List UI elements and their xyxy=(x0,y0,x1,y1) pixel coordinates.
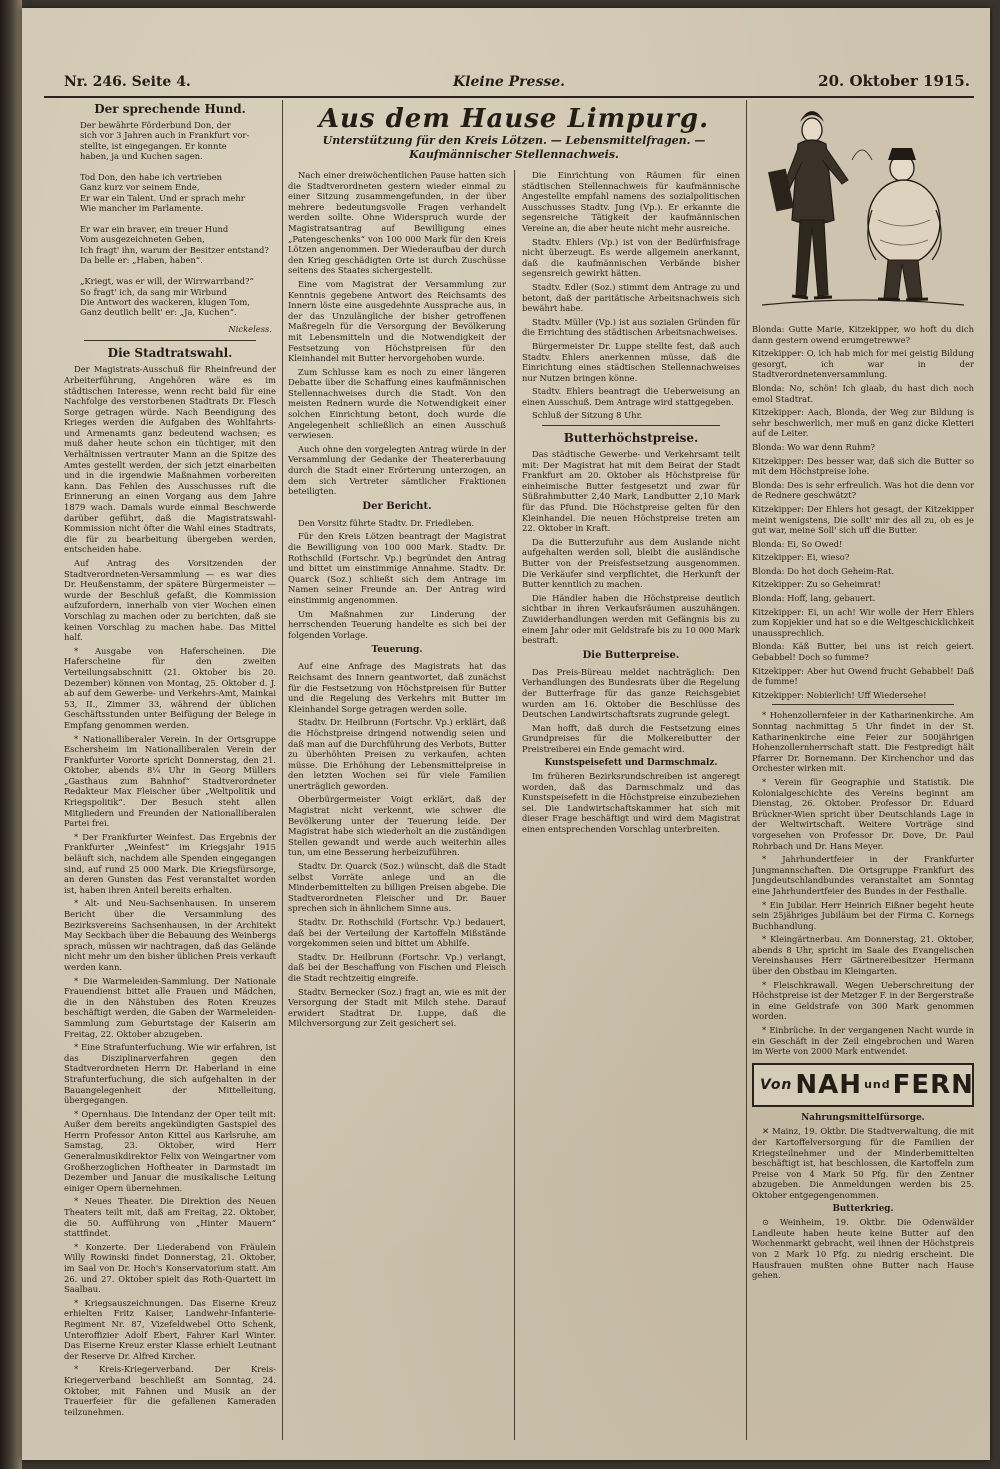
poem-line: haben, ja und Kuchen sagen. xyxy=(80,151,203,162)
cartoon-figures-image xyxy=(752,100,974,320)
article-paragraph: * Der Frankfurter Weinfest. Das Ergebnis der Frankfurter „Weinfest“ im Kriegsjahr 1915 beläuft sich, nachdem alle Spenden eingegangen sind, auf rund 25 000 Mark. Die Kriegsfürsorge, an deren Gunsten das Fest veranstaltet worden ist, haben ihren Anteil bereits erhalten. xyxy=(64,831,276,895)
article-paragraph: Stadtv. Ehlers (Vp.) ist von der Bedürfnisfrage nicht überzeugt. Es werde allgemein anerkannt, daß die kaufmännischen Verbände bisher segensreich gewirkt hätten. xyxy=(522,236,740,279)
article-paragraph: * Alt- und Neu-Sachsenhausen. In unserem Bericht über die Versammlung des Bezirksvereins Sachsenhausen, in der Architekt May Seckbach über die Bebauung des Weinbergs sprach, müssen wir nachtragen, daß das Gelände nicht mehr um den bisher üblichen Preis verkauft werden kann. xyxy=(64,898,276,972)
cartoon-dialogue-line: Blonda: Ei, So Owed! xyxy=(752,538,843,549)
news-item: ⊙ Weinheim, 19. Oktbr. Die Odenwälder Landleute haben heute keine Butter auf den Wochenmarkt gebracht, weil ihnen der Höchstpreis von 2 Mark 10 Pfg. zu niedrig erscheint. Die Hausfrauen mußten ohne Butter nach Hause gehen. xyxy=(752,1217,974,1281)
nahrung-title: Nahrungsmittelfürsorge. xyxy=(801,1112,925,1123)
article-paragraph: Stadtv. Dr. Quarck (Soz.) wünscht, daß die Stadt selbst Vorräte anlege und an die Minderbemittelten zu billigen Preisen abgebe. Die Stadtverordneten Fleischer und Dr. Bauer sprechen sich in ähnlichem Sinne aus. xyxy=(288,861,506,914)
butterkrieg-title: Butterkrieg. xyxy=(832,1203,894,1214)
article-paragraph: Stadtv. Dr. Heilbrunn (Fortschr. Vp.) verlangt, daß bei der Beschaffung von Fischen und Fleisch die Stadt rechtzeitig eingreife. xyxy=(288,951,506,983)
issue-and-page: Nr. 246. Seite 4. xyxy=(64,74,191,90)
news-item: ✕ Mainz, 19. Oktbr. Die Stadtverwaltung, die mit der Kartoffelversorgung für die Familien der Kriegsteilnehmer und der Minderbemittelten beschäftigt ist, hat beschlossen, die Kartoffeln zum Preise von 4 Mark 50 Pfg. für den Zentner abzugeben. Die Anmeldungen werden bis 25. Oktober entgegengenommen. xyxy=(752,1126,974,1200)
article-paragraph: Auf Antrag des Vorsitzenden der Stadtverordneten-Versammlung — es war dies Dr. Heußenstamm, der spätere Bürgermeister — wurde der Beschluß gefaßt, die Kommission aufzufordern, innerhalb von vier Wochen einen Vorschlag zu machen oder zu berichten, daß sie keinen Vorschlag zu machen habe. Das Mittel half. xyxy=(64,558,276,643)
article-paragraph: Für den Kreis Lötzen beantragt der Magistrat die Bewilligung von 100 000 Mark. Stadtv. Dr. Rothschild (Fortschr. Vp.) begründet den Antrag und bittet um einstimmige Annahme. Stadtv. Dr. Quarck (Soz.) schließt sich dem Antrage im Namen seiner Freunde an. Der Antrag wird einstimmig angenommen. xyxy=(288,531,506,605)
section-title: Die Stadtratswahl. xyxy=(107,346,233,361)
cartoon-dialogue-line: Blonda: Hoff, lang, gebauert. xyxy=(752,593,876,604)
poem-line: „Kriegt, was er will, der Wirrwarrband?“ xyxy=(80,276,254,287)
cartoon-dialogue-line: Blonda: Des is sehr erfreulich. Was hot die denn vor de Rednere geschwätzt? xyxy=(752,479,974,501)
poem-line: stellte, ist eingegangen. Er konnte xyxy=(80,140,227,151)
newspaper-name: Kleine Presse. xyxy=(452,74,566,90)
article-columns xyxy=(288,170,740,1440)
cartoon-dialogue-line: Kitzekipper: O, ich hab mich for mei geistig Bildung gesorgt, ich war in der Stadtverordnetenversammlung. xyxy=(752,348,974,380)
column-center-article xyxy=(288,100,740,1440)
cartoon-dialogue-line: Blonda: Wo war denn Ruhm? xyxy=(752,441,875,452)
article-paragraph: Den Vorsitz führte Stadtv. Dr. Friedleben. xyxy=(298,517,475,528)
poem-line xyxy=(80,266,276,276)
article-paragraph: Stadtv. Bernecker (Soz.) fragt an, wie es mit der Versorgung der Stadt mit Milch stehe. Darauf erwidert Stadtrat Dr. Luppe, daß die Milchversorgung zur Zeit gesichert sei. xyxy=(288,986,506,1029)
article-body xyxy=(64,364,276,1417)
nah-und-fern-banner xyxy=(752,1063,974,1107)
article-paragraph: * Nationalliberaler Verein. In der Ortsgruppe Eschersheim im Nationalliberalen Verein der Frankfurter Vororte spricht Donnerstag, den 21. Oktober, abends 8¼ Uhr in Georg Müllers „Gasthaus zum Bahnhof“ Stadtverordneter Redakteur Max Fleischer über „Weltpolitik und Kriegspolitik“. Der Besuch steht allen Mitgliedern und Freunden der Nationalliberalen Partei frei. xyxy=(64,733,276,829)
article-paragraph: Oberbürgermeister Voigt erklärt, daß der Magistrat nicht verkennt, wie schwer die Bevölkerung unter der Teuerung leide. Der Magistrat habe sich wiederholt an die zuständigen Stellen gewandt und werde auch weiterhin alles tun, um eine Besserung herbeizuführen. xyxy=(288,794,506,858)
poem-title: Der sprechende Hund. xyxy=(94,102,246,116)
cartoon-dialogue-line: Kitzekipper: Aach, Blonda, der Weg zur Bildung is sehr beschwerlich, mer muß en ganz dicke Kletteri auf de Leiter. xyxy=(752,407,974,439)
news-item: * Jahrhundertfeier in der Frankfurter Jungmannschaften. Die Ortsgruppe Frankfurt des Jungdeutschlandbundes veranstaltet am Sonntag eine Jahrhundertfeier des Bundes in der Festhalle. xyxy=(752,854,974,896)
article-paragraph: Bürgermeister Dr. Luppe stellte fest, daß auch Stadtv. Ehlers anerkennen müsse, daß die Einrichtung eines städtischen Stellennachweises nur Nutzen bringen könne. xyxy=(522,340,740,383)
article-paragraph: Stadtv. Dr. Rothschild (Fortschr. Vp.) bedauert, daß bei der Verteilung der Kartoffeln Mißstände vorgekommen seien und bittet um Abhilfe. xyxy=(288,917,506,949)
cartoon-dialogue-line: Kitzekipper: Nobierlich! Uff Wiedersehe! xyxy=(752,689,927,700)
poem-line: Er war ein Talent. Und er sprach mehr xyxy=(80,192,245,203)
article-paragraph: Der Magistrats-Ausschuß für Rheinfreund der Arbeiterführung, Angehören wäre es im städtischen Interesse, wenn recht bald für eine Nachfolge des verstorbenen Stadtrats Dr. Flesch Sorge getragen würde. Nach Beendigung des Krieges werden die Aufgaben des Wohlfahrts- und Armenamts ganz bedeutend wachsen; es muß daher heute schon ein tüchtiger, mit den Verhältnissen vertrauter Mann an die Spitze des Amtes gestellt werden, der sich jetzt einarbeiten und in die irgendwie Maßnahmen vorbereiten kann. Das Fehlen des Ausschusses ruft die Erinnerung an einen Vorgang aus dem Jahre 1879 wach. Damals wurde einmal Beschwerde darüber geführt, daß die Magistratswahl-Kommission nicht öfter die Wahl eines Stadtrats, die für zu bearbeitung übergeben werden, entscheiden habe. xyxy=(64,364,276,555)
butter-title: Butterhöchstpreise. xyxy=(563,431,699,446)
article-paragraph: * Kriegsauszeichnungen. Das Eiserne Kreuz erhielten Fritz Kaiser, Landwehr-Infanterie-Regiment Nr. 87, Vizefeldwebel Otto Schenk, Unteroffizier Adolf Ebert, Fahrer Karl Winter. Das Eiserne Kreuz erster Klasse erhielt Leutnant der Reserve Dr. Alfred Kircher. xyxy=(64,1297,276,1361)
article-paragraph: * Neues Theater. Die Direktion des Neuen Theaters teilt mit, daß am Freitag, 22. Oktober, die 50. Aufführung von „Hinter Mauern“ stattfindet. xyxy=(64,1196,276,1239)
poem-line: Der bewährte Förderbund Don, der xyxy=(80,120,231,130)
column-rule xyxy=(514,170,515,1440)
news-item: * Verein für Geographie und Statistik. Die Kolonialgeschichte des Vereins beginnt am Dienstag, 26. Oktober. Professor Dr. Eduard Brückner-Wien spricht über Deutschlands Lage in der Weltwirtschaft. Weitere Vorträge sind vorgesehen von Professor Dr. Dove, Dr. Paul Rohrbach und Dr. Hans Meyer. xyxy=(752,776,974,851)
book-binding xyxy=(0,0,22,1469)
poem-line: Er war ein braver, ein treuer Hund xyxy=(80,224,229,235)
masthead xyxy=(44,72,974,98)
poem-author: Nickeless. xyxy=(228,323,272,334)
article-paragraph: * Ausgabe von Haferscheinen. Die Haferscheine für den zweiten Verteilungsabschnitt (21. Oktober bis 20. Dezember) können von Montag, 25. Oktober d. J. ab auf dem Gewerbe- und Verkehrs-Amt, Mainkai 53, II., Zimmer 33, während der üblichen Geschäftsstunden unter Beifügung der Belege in Empfang genommen werden. xyxy=(64,645,276,730)
bericht-title: Der Bericht. xyxy=(362,500,432,512)
cartoon-dialogue-line: Blonda: Gutte Marie, Kitzekipper, wo hoft du dich dann gestern owend erumgetrewwe? xyxy=(752,324,974,345)
cartoon-dialogue-line: Blonda: Käß Butter, bei uns ist reich geiert. Gebabbel! Doch so fumme? xyxy=(752,641,974,663)
poem-line: sich vor 3 Jahren auch in Frankfurt vor- xyxy=(80,130,250,141)
article-paragraph: Zum Schlusse kam es noch zu einer längeren Debatte über die Schaffung eines kaufmännischen Stellennachweises durch die Stadt. Von den meisten Rednern wurde die Notwendigkeit einer solchen Einrichtung betont, doch wurde die Angelegenheit schließlich an einen Ausschuß verwiesen. xyxy=(288,366,506,441)
cartoon-dialogue-line: Blonda: Do hot doch Geheim-Rat. xyxy=(752,565,895,576)
poem-line: Ganz deutlich bellt' er: „Ja, Kuchen“. xyxy=(80,307,237,318)
cartoon-dialogue-line: Kitzekipper: Zu so Geheimrat! xyxy=(752,579,881,590)
article-paragraph: Nach einer dreiwöchentlichen Pause hatten sich die Stadtverordneten gestern wieder einmal zu einer Sitzung zusammengefunden, in der über mehrere bedeutungsvolle Fragen verhandelt werden sollte. Ohne Widerspruch wurde der Magistratsantrag auf Bewilligung eines „Patengeschenks“ von 100 000 Mark für den Kreis Lötzen angenommen. Der Wiederaufbau der durch den Krieg geschädigten Orte ist durch Zuschüsse seitens des Staates sichergestellt. xyxy=(288,170,506,276)
article-paragraph: Auch ohne den vorgelegten Antrag würde in der Versammlung der Gedanke der Theatererbauung durch die Stadt einer Erörterung unterzogen, an dem sich Vertreter sämtlicher Fraktionen beteiligten. xyxy=(288,443,506,497)
poem-line: Tod Don, den habe ich vertrieben xyxy=(80,172,223,183)
article-paragraph: Im früheren Bezirksrundschreiben ist angeregt worden, daß das Darmschmalz und das Kunstspeisefett in die Höchstpreise einzubeziehen sei. Die Landwirtschaftskammer hat sich mit dieser Frage beschäftigt und wird dem Magistrat einen entsprechenden Vorschlag unterbreiten. xyxy=(522,771,740,835)
article-paragraph: Da die Butterzufuhr aus dem Auslande nicht aufgehalten werden soll, bleibt die ausländische Butter von der Preisfestsetzung ausgenommen. Die Verkäufer sind verpflichtet, die Herkunft der Butter kenntlich zu machen. xyxy=(522,536,740,590)
article-paragraph: Das städtische Gewerbe- und Verkehrsamt teilt mit: Der Magistrat hat mit dem Beirat der Stadt Frankfurt am 20. Oktober als Höchstpreise für einheimische Butter festgesetzt und zwar für Süßrahmbutter 2,40 Mark, Landbutter 2,10 Mark für das Pfund. Die Höchstpreise gelten für den Kleinhandel. Die neuen Höchstpreise treten am 22. Oktober in Kraft. xyxy=(522,449,740,534)
cartoon-illustration xyxy=(752,100,974,320)
poem-line xyxy=(80,214,276,224)
teuerung-title: Teuerung. xyxy=(371,645,423,656)
cartoon-dialogue-line: Kitzekipper: Aber hut Owend frucht Gebabbel! Daß de fumme! xyxy=(752,665,974,687)
poem-line: Vom ausgezeichneten Geben, xyxy=(80,234,205,245)
article-paragraph: Stadtv. Ehlers beantragt die Ueberweisung an einen Ausschuß. Dem Antrage wird stattgegeben. xyxy=(522,386,740,407)
news-item: * Ein Jubilar. Herr Heinrich Eißner begeht heute sein 25jähriges Jubiläum bei der Firma C. Kornegs Buchhandlung. xyxy=(752,899,974,931)
banner-nah: NAH xyxy=(795,1069,863,1100)
poem-line: Die Antwort des wackeren, klugen Tom, xyxy=(80,296,251,307)
divider xyxy=(84,340,256,341)
poem-line: Wie mancher im Parlamente. xyxy=(80,203,204,214)
divider xyxy=(542,425,720,426)
article-subtitle: Unterstützung für den Kreis Lötzen. — Lebensmittelfragen. — xyxy=(322,134,706,147)
poem-line xyxy=(80,162,276,172)
article-paragraph: * Kreis-Kriegerverband. Der Kreis-Kriegerverband beschließt am Sonntag, 24. Oktober, mit Fahnen und Musik an der Trauerfeier für die gefallenen Kameraden teilzunehmen. xyxy=(64,1364,276,1417)
article-column-a xyxy=(288,170,506,1440)
article-paragraph: * Opernhaus. Die Intendanz der Oper teilt mit: Außer dem bereits angekündigten Gastspiel des Herrn Professor Anton Kittel aus Karlsruhe, am Samstag, 23. Oktober, wird Herr Generalmusikdirektor Felix von Weingartner vom Großherzoglichen Hoftheater in Darmstadt im Dezember und Januar die musikalische Leitung einiger Opern übernehmen. xyxy=(64,1108,276,1193)
article-paragraph: Die Einrichtung von Räumen für einen städtischen Stellennachweis für kaufmännische Angestellte empfahl namens des sozialpolitischen Ausschusses Stadtv. Jung (Vp.). Er erkannte die segensreiche Tätigkeit der kaufmännischen Vereine an, die aber heute nicht mehr ausreiche. xyxy=(522,170,740,233)
cartoon-dialogue-line: Kitzekipper: Ei, wieso? xyxy=(752,552,850,563)
poem-line: Da belle er: „Haben, haben“. xyxy=(80,255,203,266)
banner-fern: FERN xyxy=(892,1069,974,1100)
article-paragraph: * Eine Strafunterfuchung. Wie wir erfahren, ist das Disziplinarverfahren gegen den Stadtverordneten Herrn Dr. Haberland in eine Strafunterfuchung, die sich aufgehalten in der Bauangelegenheit der Mittelleitung, übergegangen. xyxy=(64,1042,276,1106)
divider xyxy=(772,704,954,705)
news-item: * Kleingärtnerbau. Am Donnerstag, 21. Oktober, abends 8 Uhr, spricht im Saale des Evangelischen Vereinshauses Herr Gärtnereibesitzer Hermann über den Obstbau im Kleingarten. xyxy=(752,934,974,977)
column-right xyxy=(752,100,974,1440)
article-paragraph: Eine vom Magistrat der Versammlung zur Kenntnis gegebene Antwort des Reichsamts des Innern löste eine ausgedehnte Aussprache aus, in der das Unzulängliche der bisher getroffenen Maßregeln für die Versorgung der Bevölkerung mit Lebensmitteln und die Notwendigkeit der Festsetzung von Höchstpreisen für den Kleinhandel mit Butter hervorgehoben wurde. xyxy=(288,278,506,364)
column-rule xyxy=(282,100,283,1440)
article-paragraph: Um Maßnahmen zur Linderung der herrschenden Teuerung handelte es sich bei der folgenden Vorlage. xyxy=(288,608,506,640)
kunstspeise-title: Kunstspeisefett und Darmschmalz. xyxy=(544,757,718,768)
article-paragraph: Auf eine Anfrage des Magistrats hat das Reichsamt des Innern geantwortet, daß zunächst für die Festsetzung von Höchstpreisen für Butter und die Regelung des Verkehrs mit Butter im Kleinhandel Sorge getragen werden solle. xyxy=(288,661,506,714)
column-rule xyxy=(746,100,747,1440)
banner-und: und xyxy=(864,1077,891,1091)
poem-line: So fragt' ich, da sang mir Wirbund xyxy=(80,286,227,297)
article-paragraph: Stadtv. Müller (Vp.) ist aus sozialen Gründen für die Errichtung des städtischen Arbeitsnachweises. xyxy=(522,316,740,338)
article-paragraph: * Konzerte. Der Liederabend von Fräulein Willy Rowinski findet Donnerstag, 21. Oktober, im Saal von Dr. Hoch's Konservatorium statt. Am 26. und 27. Oktober spielt das Roth-Quartett im Saalbau. xyxy=(64,1241,276,1295)
butterpreise-title: Die Butterpreise. xyxy=(582,649,680,661)
article-paragraph: Stadtv. Edler (Soz.) stimmt dem Antrage zu und betont, daß der paritätische Arbeitsnachweis sich bewährt habe. xyxy=(522,281,740,314)
article-subtitle-2: Kaufmännischer Stellennachweis. xyxy=(409,148,619,161)
news-item: * Hohenzollernfeier in der Katharinenkirche. Am Sonntag nachmittag 5 Uhr findet in der St. Katharinenkirche eine Feier zur 500jährigen Hohenzollernherrschaft statt. Die Festpredigt hält Pfarrer Dr. Bornemann. Der Kirchenchor und das Orchester wirken mit. xyxy=(752,710,974,774)
poem xyxy=(64,120,276,318)
article-paragraph: Das Preis-Büreau meldet nachträglich: Den Verhandlungen des Bundesrats über die Regelung der Butterfrage für das ganze Reichsgebiet wurden am 16. Oktober die Beschlüsse des Deutschen Landwirtschaftsrats zugrunde gelegt. xyxy=(522,666,740,720)
article-paragraph: Schluß der Sitzung 8 Uhr. xyxy=(532,410,643,421)
article-column-b xyxy=(522,170,740,1440)
issue-date: 20. Oktober 1915. xyxy=(818,72,970,90)
article-paragraph: Stadtv. Dr. Heilbrunn (Fortschr. Vp.) erklärt, daß die Höchstpreise dringend notwendig seien und daß man auf die Durchführung des Verbots, Butter zu überhöhten Preisen zu verkaufen, achten müsse. Die Erhöhung der Lebensmittelpreise in den letzten Wochen sei für viele Familien unerträglich geworden. xyxy=(288,717,506,791)
column-left xyxy=(64,100,276,1440)
poem-line: Ich fragt' ihn, warum der Besitzer entstand? xyxy=(80,244,269,255)
cartoon-dialogue-line: Kitzekipper: Ei, un ach! Wir wolle der Herr Ehlers zum Kopjekier und hat so e die Weltgeschicklichkeit unaussprechlich. xyxy=(752,606,974,638)
article-paragraph: Man hofft, daß durch die Festsetzung eines Grundpreises für die Molkereibutter der Preistreiberei ein Ende gemacht wird. xyxy=(522,722,740,754)
article-paragraph: * Die Warmeleiden-Sammlung. Der Nationale Frauendienst bittet alle Frauen und Mädchen, die in den Nähstuben des Roten Kreuzes beschäftigt werden, die Gaben der Warmeleiden-Sammlung zum Geburtstage der Kaiserin am Freitag, 22. Oktober abzugeben. xyxy=(64,975,276,1039)
banner-von: Von xyxy=(760,1076,793,1093)
cartoon-dialogue-line: Kitzekipper: Der Ehlers hot gesagt, der Kitzekipper meint wenigstens, Die sollt' mir des all zu, ob es je gut war, meine Soll' sich uff die Butter. xyxy=(752,503,974,536)
cartoon-dialogue-line: Blonda: No, schön! Ich glaab, du hast dich noch emol Stadtrat. xyxy=(752,382,974,404)
news-item: * Fleischkrawall. Wegen Ueberschreitung der Höchstpreise ist der Metzger F. in der Bergerstraße in eine Geldstrafe von 300 Mark genommen worden. xyxy=(752,979,974,1022)
article-title: Aus dem Hause Limpurg. xyxy=(318,104,710,134)
poem-line: Ganz kurz vor seinem Ende, xyxy=(80,182,200,193)
cartoon-dialogue-line: Kitzekipper: Des besser war, daß sich die Butter so mit dem Höchstpreise lohe. xyxy=(752,455,974,477)
news-item: * Einbrüche. In der vergangenen Nacht wurde in ein Geschäft in der Zeil eingebrochen und Waren im Werte von 2000 Mark entwendet. xyxy=(752,1025,974,1057)
article-paragraph: Die Händler haben die Höchstpreise deutlich sichtbar in ihren Verkaufsräumen auszuhängen. Zuwiderhandlungen werden mit Gefängnis bis zu einem Jahr oder mit Geldstrafe bis zu 10 000 Mark bestraft. xyxy=(522,592,740,646)
